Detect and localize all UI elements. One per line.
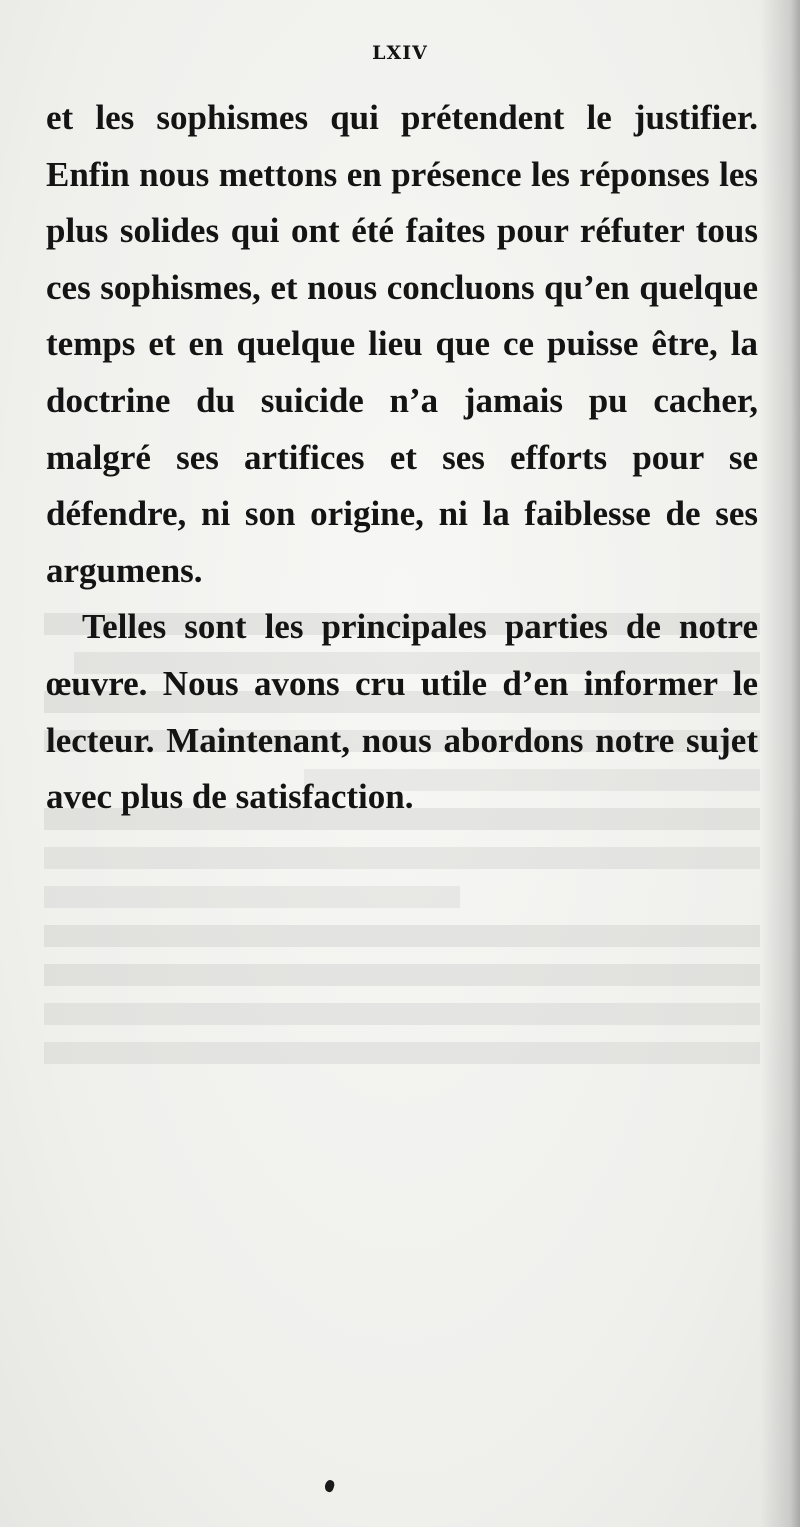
paragraph-1: et les sophismes qui prétendent le justifier. Enfin nous mettons en présence les réponses les plus solides qui ont été faites pour réfuter tous ces sophismes, et nous concluons qu’en quelque temps et en quelque lieu que ce puisse être, la doctrine du suicide n’a jamais pu cacher, malgré ses artifices et ses efforts pour se défendre, ni son origine, ni la faiblesse de ses argumens. — [46, 98, 758, 590]
body-text — [46, 90, 758, 826]
paragraph-2: Telles sont les principales parties de notre œuvre. Nous avons cru utile d’en informer le lecteur. Maintenant, nous abordons notre sujet avec plus de satisfaction. — [46, 607, 758, 817]
ink-spot — [323, 1479, 336, 1493]
page-number: LXIV — [372, 42, 428, 64]
